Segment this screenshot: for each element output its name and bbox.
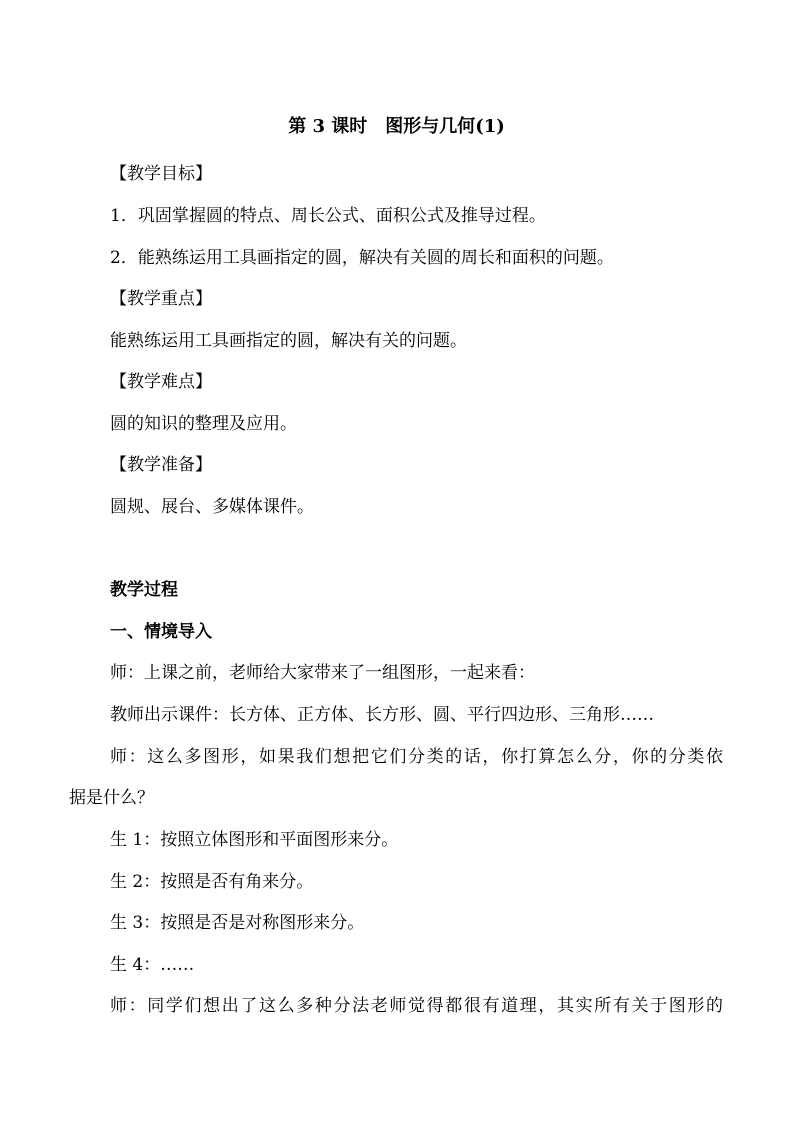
- paragraph-line: 据是什么？: [69, 788, 154, 808]
- difficulties-text: 圆的知识的整理及应用。: [110, 414, 297, 434]
- preparation-heading: 【教学准备】: [110, 455, 212, 475]
- paragraph-line: 生 4：……: [110, 955, 195, 975]
- paragraph-line: 师：这么多图形，如果我们想把它们分类的话，你打算怎么分，你的分类依: [110, 747, 723, 767]
- process-heading: 教学过程: [110, 580, 178, 600]
- key-points-heading: 【教学重点】: [110, 289, 212, 309]
- paragraph-line: 生 3：按照是否是对称图形来分。: [110, 913, 365, 933]
- paragraph-line: 师：上课之前，老师给大家带来了一组图形，一起来看：: [110, 663, 535, 683]
- key-points-text: 能熟练运用工具画指定的圆，解决有关的问题。: [110, 331, 467, 351]
- difficulties-heading: 【教学难点】: [110, 372, 212, 392]
- objective-item-2: 2．能熟练运用工具画指定的圆，解决有关圆的周长和面积的问题。: [110, 248, 614, 268]
- preparation-text: 圆规、展台、多媒体课件。: [110, 497, 314, 517]
- paragraph-line: 师：同学们想出了这么多种分法老师觉得都很有道理，其实所有关于图形的: [110, 996, 723, 1016]
- part1-heading: 一、情境导入: [110, 622, 212, 642]
- objectives-heading: 【教学目标】: [110, 164, 212, 184]
- page-title: 第 3 课时 图形与几何(1): [288, 116, 505, 137]
- paragraph-line: 生 2：按照是否有角来分。: [110, 872, 314, 892]
- paragraph-line: 生 1：按照立体图形和平面图形来分。: [110, 830, 399, 850]
- paragraph-line: 教师出示课件：长方体、正方体、长方形、圆、平行四边形、三角形……: [110, 705, 654, 725]
- objective-item-1: 1．巩固掌握圆的特点、周长公式、面积公式及推导过程。: [110, 206, 546, 226]
